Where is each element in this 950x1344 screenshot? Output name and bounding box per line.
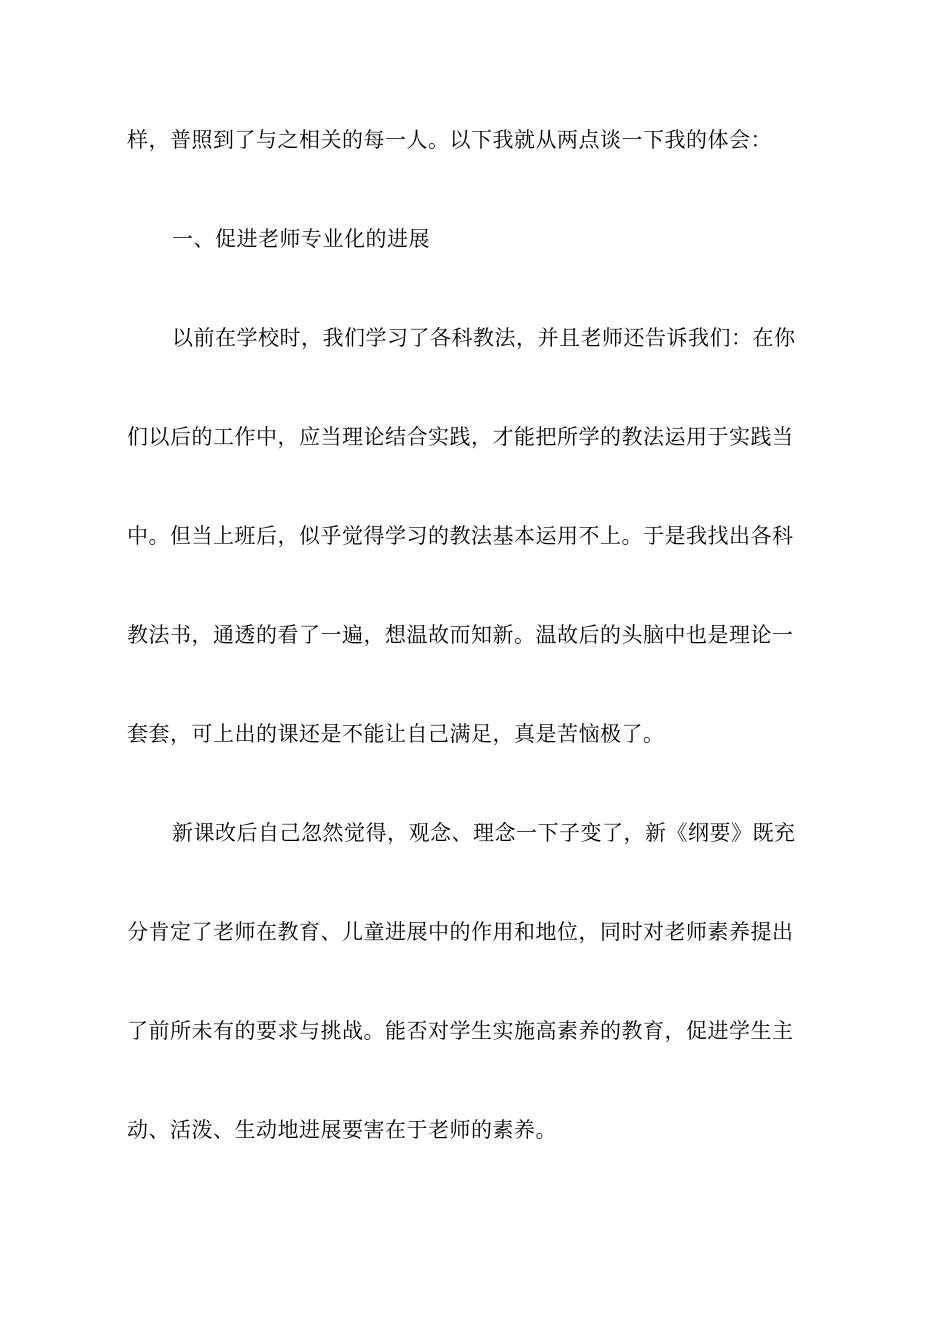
- paragraph-line: 了前所未有的要求与挑战。能否对学生实施高素养的教育，促进学生主: [127, 1019, 794, 1043]
- section-heading: 一、促进老师专业化的进展: [172, 227, 430, 251]
- paragraph-line: 中。但当上班后，似乎觉得学习的教法基本运用不上。于是我找出各科: [127, 524, 794, 548]
- paragraph-line: 们以后的工作中，应当理论结合实践，才能把所学的教法运用于实践当: [127, 425, 794, 449]
- paragraph-line: 动、活泼、生动地进展要害在于老师的素养。: [127, 1118, 557, 1142]
- paragraph-line: 教法书，通透的看了一遍，想温故而知新。温故后的头脑中也是理论一: [127, 623, 794, 647]
- paragraph-continuation-line: 样，普照到了与之相关的每一人。以下我就从两点谈一下我的体会：: [127, 128, 772, 152]
- paragraph-line: 以前在学校时，我们学习了各科教法，并且老师还告诉我们：在你: [172, 326, 796, 350]
- paragraph-line: 新课改后自己忽然觉得，观念、理念一下子变了，新《纲要》既充: [172, 821, 796, 845]
- paragraph-line: 套套，可上出的课还是不能让自己满足，真是苦恼极了。: [127, 722, 665, 746]
- paragraph-line: 分肯定了老师在教育、儿童进展中的作用和地位，同时对老师素养提出: [127, 920, 794, 944]
